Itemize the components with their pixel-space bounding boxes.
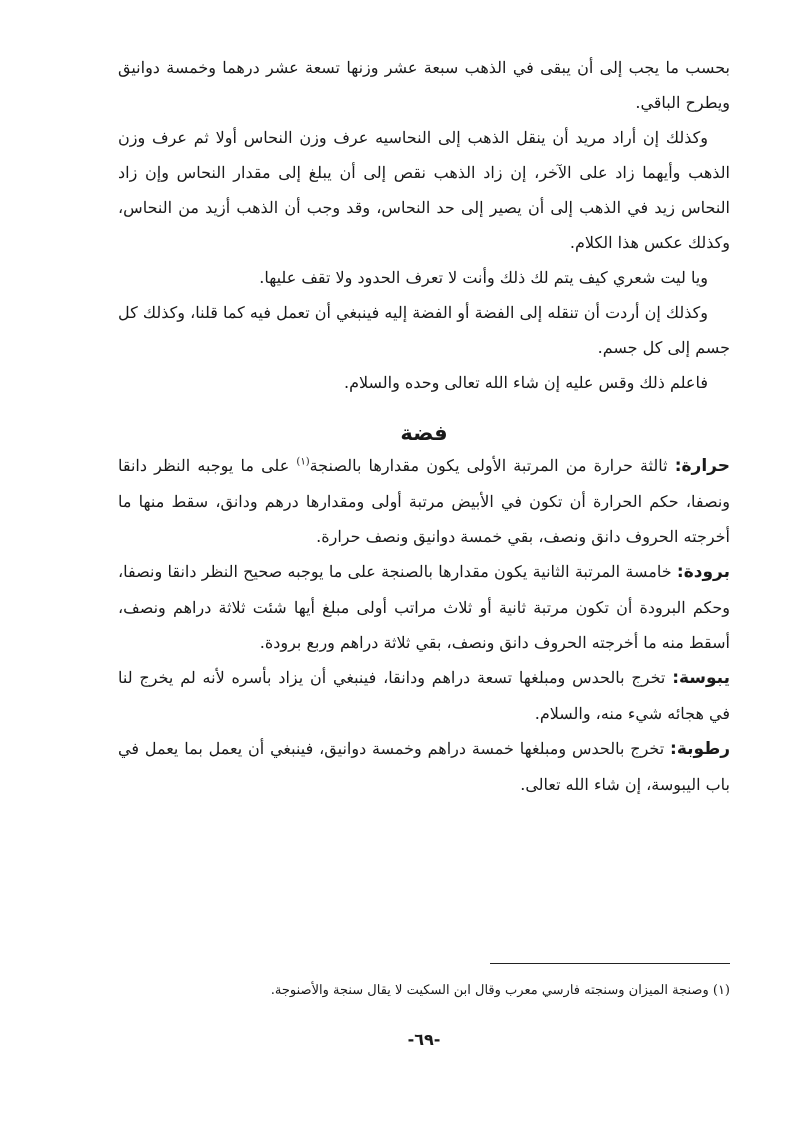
footnote: (١) وصنجة الميزان وسنجته فارسي معرب وقال ابن السكيت لا يقال سنجة والأصنوجة. — [270, 983, 730, 998]
paragraph-dry — [118, 660, 730, 731]
term-cold: برودة: — [676, 562, 730, 582]
document-page — [118, 50, 730, 1049]
footnote-divider — [490, 963, 730, 964]
dry-text: تخرج بالحدس ومبلغها تسعة دراهم ودانقا، فينبغي أن يزاد بأسره لأنه لم يخرج لنا في هجائه شيء منه، والسلام. — [118, 668, 730, 723]
paragraph-4: وكذلك إن أردت أن تنقله إلى الفضة أو الفضة إليه فينبغي أن تعمل فيه كما قلنا، وكذلك كل جسم إلى كل جسم. — [118, 303, 730, 357]
section-title: فضة — [400, 421, 448, 445]
cold-text: خامسة المرتبة الثانية يكون مقدارها بالصنجة على ما يوجبه صحيح النظر دانقا ونصفا، وحكم البرودة أن تكون مرتبة ثانية أو ثلاث مراتب أولى مبلغ أيها شئت ثلاثة دراهم ونصف، أسقط منه ما أخرجته الحروف دانق ونصف، بقي ثلاثة دراهم وربع برودة. — [118, 562, 730, 652]
paragraph-1: بحسب ما يجب إلى أن يبقى في الذهب سبعة عشر وزنها تسعة عشر درهما وخمسة دوانيق ويطرح الباقي. — [118, 58, 730, 112]
paragraph-3: ويا ليت شعري كيف يتم لك ذلك وأنت لا تعرف الحدود ولا تقف عليها. — [259, 268, 708, 287]
paragraph-5: فاعلم ذلك وقس عليه إن شاء الله تعالى وحده والسلام. — [343, 373, 708, 392]
paragraph-cold — [118, 554, 730, 660]
paragraph-2: وكذلك إن أراد مريد أن ينقل الذهب إلى النحاسيه عرف وزن النحاس أولا ثم عرف وزن الذهب وأيهما زاد على الآخر، إن زاد الذهب نقص إلى أن يبلغ إلى مقدار النحاس وإن زاد النحاس زيد في الذهب إلى أن يصير إلى حد النحاس، وقد وجب أن الذهب أزيد من النحاس، وكذلك عكس هذا الكلام. — [118, 128, 730, 252]
term-dry: يبوسة: — [672, 668, 730, 688]
footnote-reference: (١) — [296, 456, 310, 468]
term-heat: حرارة: — [674, 456, 730, 476]
paragraph-wet — [118, 731, 730, 802]
term-wet: رطوبة: — [670, 739, 730, 759]
page-number: -٦٩- — [407, 1030, 441, 1049]
paragraph-heat — [118, 448, 730, 554]
heat-text-start: ثالثة حرارة من المرتبة الأولى يكون مقدارها بالصنجة — [309, 456, 675, 475]
wet-text: تخرج بالحدس ومبلغها خمسة دراهم وخمسة دوانيق، فينبغي أن يعمل بما يعمل في باب اليبوسة، إن شاء الله تعالى. — [118, 739, 730, 794]
heat-text-end: على ما يوجبه النظر دانقا ونصفا، حكم الحرارة أن تكون في الأبيض مرتبة أولى ومقدارها درهم ودانق، سقط منها ما أخرجته الحروف دانق ونصف، بقي خمسة دوانيق ونصف حرارة. — [118, 456, 730, 546]
